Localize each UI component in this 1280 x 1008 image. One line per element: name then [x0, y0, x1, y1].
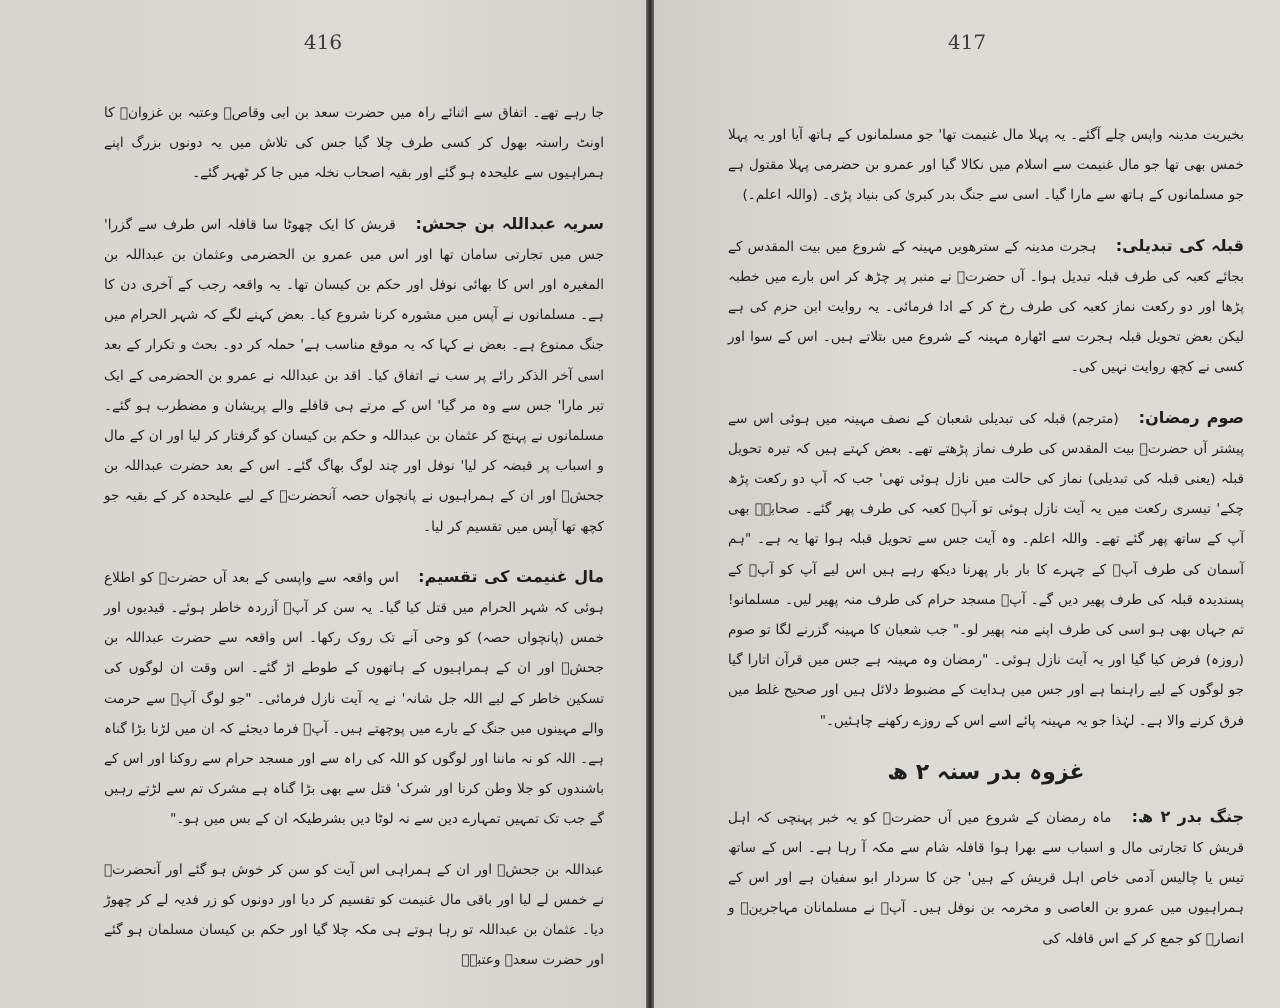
chapter-title: غزوہ بدر سنہ ۲ ھ: [887, 759, 1085, 785]
paragraph: [728, 120, 1244, 211]
paragraph: [104, 98, 604, 189]
section-heading: جنگ بدر ۲ ھ:: [1131, 806, 1245, 826]
right-page: [654, 0, 1280, 1008]
paragraph: [104, 209, 604, 542]
paragraph-text: بخیریت مدینہ واپس چلے آگئے۔ یہ پہلا مال غنیمت تھا' جو مسلمانوں کے ہاتھ آیا اور یہ پہلا خمس بھی تھا جو مال غنیمت سے اسلام میں نکالا گیا اور عمرو بن حضرمی پہلا مقتول ہے جو مسلمانوں کے ہاتھ سے مارا گیا۔ اسی سے جنگ بدر کبریٰ کی بنیاد پڑی۔ (واللہ اعلم۔): [728, 127, 1244, 204]
paragraph-text: اس واقعہ سے واپسی کے بعد آں حضرتؐ کو اطلاع ہوئی کہ شہر الحرام میں قتل کیا گیا۔ یہ سن کر آپؐ آزردہ خاطر ہوئے۔ قیدیوں اور خمس (پانچواں حصہ) کو وحی آنے تک روک رکھا۔ اس واقعہ سے حضرت عبداللہ بن جحشؓ اور ان کے ہمراہیوں کے ہاتھوں کے طوطے اڑ گئے۔ اس وقت ان لوگوں کی تسکین خاطر کے لیے اللہ جل شانہ' نے یہ آیت نازل فرمائی۔ "جو لوگ آپؐ سے حرمت والے مہینوں میں جنگ کے بارے میں پوچھتے ہیں۔ آپؐ فرما دیجئے کہ ان میں لڑنا بڑا گناہ ہے۔ اللہ کو نہ ماننا اور لوگوں کو اللہ کی راہ سے اور مسجد حرام سے روکنا اور اس کے باشندوں کو جلا وطن کرنا اور شرک' قتل سے بھی بڑا گناہ ہے مشرک تم سے لڑتے رہیں گے جب تک تمہیں تمہارے دین سے نہ لوٹا دیں بشرطیکہ ان کے بس میں ہو۔": [104, 569, 604, 828]
book-gutter: [646, 0, 654, 1008]
section-heading: قبلہ کی تبدیلی:: [1115, 235, 1244, 255]
paragraph-text: جا رہے تھے۔ اتفاق سے اثنائے راہ میں حضرت سعد بن ابی وقاصؓ وعتبہ بن غزوانؓ کا اونٹ راستہ بھول کر کسی طرف چلا گیا جس کی تلاش میں یہ دونوں بزرگ اپنے ہمراہیوں سے علیحدہ ہو گئے اور بقیہ اصحاب نخلہ میں جا کر ٹھہر گئے۔: [104, 105, 604, 182]
paragraph: [728, 403, 1244, 736]
page-number: 416: [303, 30, 343, 54]
paragraph-text: عبداللہ بن جحشؓ اور ان کے ہمراہی اس آیت کو سن کر خوش ہو گئے اور آنحضرتؐ نے خمس لے لیا اور باقی مال غنیمت کو تقسیم کر دیا اور دونوں کو زر فدیہ لے کر چھوڑ دیا۔ عثمان بن عبداللہ تو رہا ہوتے ہی مکہ چلا گیا اور حکم بن کیسان مسلمان ہو گئے اور حضرت سعدؓ وعتبہؓ: [104, 861, 604, 969]
page-text: [104, 98, 604, 975]
page-text: [728, 120, 1244, 954]
section-heading: صوم رمضان:: [1138, 407, 1244, 427]
page-number: 417: [947, 30, 987, 54]
paragraph: [104, 562, 604, 835]
paragraph-text: قریش کا ایک چھوٹا سا قافلہ اس طرف سے گزرا' جس میں تجارتی سامان تھا اور اس میں عمرو بن الحضرمی وعثمان بن عبداللہ بن المغیرہ اور اس کا بھائی نوفل اور حکم بن کیسان تھا۔ یہ واقعہ رجب کے آخری دن کا ہے۔ مسلمانوں نے آپس میں مشورہ کرنا شروع کیا۔ بعض کہنے لگے کہ شہر الحرام میں جنگ ممنوع ہے۔ بعض نے کہا کہ یہ موقع مناسب ہے' حملہ کر دو۔ بحث و تکرار کے بعد اسی آخر الذکر رائے پر سب نے اتفاق کیا۔ اقد بن عبداللہ نے عمرو بن الحضرمی کے ایک تیر مارا' جس سے وہ مر گیا' اس کے مرتے ہی قافلے والے پریشان و مضطرب ہو گئے۔ مسلمانوں نے پہنچ کر عثمان بن عبداللہ و حکم بن کیسان کو گرفتار کر لیا اور ان کے مال و اسباب پر قبضہ کر لیا' نوفل اور چند لوگ بھاگ گئے۔ اس کے بعد حضرت عبداللہ بن جحشؓ اور ان کے ہمراہیوں نے پانچواں حصہ آنحضرتؐ کے لیے علیحدہ کر کے بقیہ جو کچھ تھا آپس میں تقسیم کر لیا۔: [104, 216, 604, 535]
paragraph: [728, 802, 1244, 954]
paragraph-text: (مترجم) قبلہ کی تبدیلی شعبان کے نصف مہینہ میں ہوئی اس سے پیشتر آں حضرتؐ بیت المقدس کی طرف نماز پڑھتے تھے۔ بعض کہتے ہیں کہ تیرہ تحویل قبلہ (یعنی قبلہ کی تبدیلی) نماز کی حالت میں نازل ہوئی تھی' جب کہ آپ دو رکعت پڑھ چکے' تیسری رکعت میں یہ آیت نازل ہوئی تو آپؐ کعبہ کی طرف پھر گئے۔ صحابہؓ بھی آپ کے ساتھ پھر گئے تھے۔ واللہ اعلم۔ وہ آیت جس سے تحویل قبلہ ہوا تھا یہ ہے۔ "ہم آسمان کی طرف آپؐ کے چہرے کا بار بار پھرنا دیکھ رہے ہیں اس لیے آپ کو آپؐ کے پسندیدہ قبلہ کی طرف پھیر دیں گے۔ آپؐ مسجد حرام کی طرف منہ پھیر لیں۔ مسلمانو! تم جہاں بھی ہو اسی کی طرف اپنے منہ پھیر لو۔" جب شعبان کا مہینہ گزرنے لگا تو صوم (روزہ) فرض کیا گیا اور یہ آیت نازل ہوئی۔ "رمضان وہ مہینہ ہے جس میں قرآن اتارا گیا جو لوگوں کے لیے راہنما ہے اور جس میں ہدایت کے مضبوط دلائل ہیں اور صحیح غلط میں فرق کرنے والا ہے۔ لہٰذا جو یہ مہینہ پائے اسے اس کے روزے رکھنے چاہئیں۔": [728, 410, 1244, 729]
paragraph: [104, 855, 604, 976]
section-heading: سریہ عبداللہ بن جحش:: [415, 213, 604, 233]
section-heading: مال غنیمت کی تقسیم:: [418, 566, 605, 586]
paragraph-text: ہجرت مدینہ کے سترھویں مہینہ کے شروع میں بیت المقدس کے بجائے کعبہ کی طرف قبلہ تبدیل ہوا۔ آں حضرتؐ نے منبر پر چڑھ کر اس بارے میں خطبہ پڑھا اور دو رکعت نماز کعبہ کی طرف رخ کر کے ادا فرمائی۔ یہ روایت ابن حزم کی ہے لیکن بعض تحویل قبلہ ہجرت سے اٹھارہ مہینہ کے شروع میں بتلاتے ہیں۔ اس کے سوا اور کسی نے کچھ روایت نہیں کی۔: [728, 238, 1244, 376]
paragraph-text: ماہ رمضان کے شروع میں آں حضرتؐ کو یہ خبر پہنچی کہ اہل قریش کا تجارتی مال و اسباب سے بھرا ہوا قافلہ شام سے مکہ آ رہا ہے۔ اس کے ساتھ تیس یا چالیس آدمی خاص اہل قریش کے ہیں' جن کا سردار ابو سفیان ہے اور اس کے ہمراہیوں میں عمرو بن العاصی و مخرمہ بن نوفل ہیں۔ آپؐ نے مسلمانان مہاجرینؓ و انصارؓ کو جمع کر کے اس قافلہ کی: [728, 809, 1244, 947]
paragraph: [728, 231, 1244, 383]
